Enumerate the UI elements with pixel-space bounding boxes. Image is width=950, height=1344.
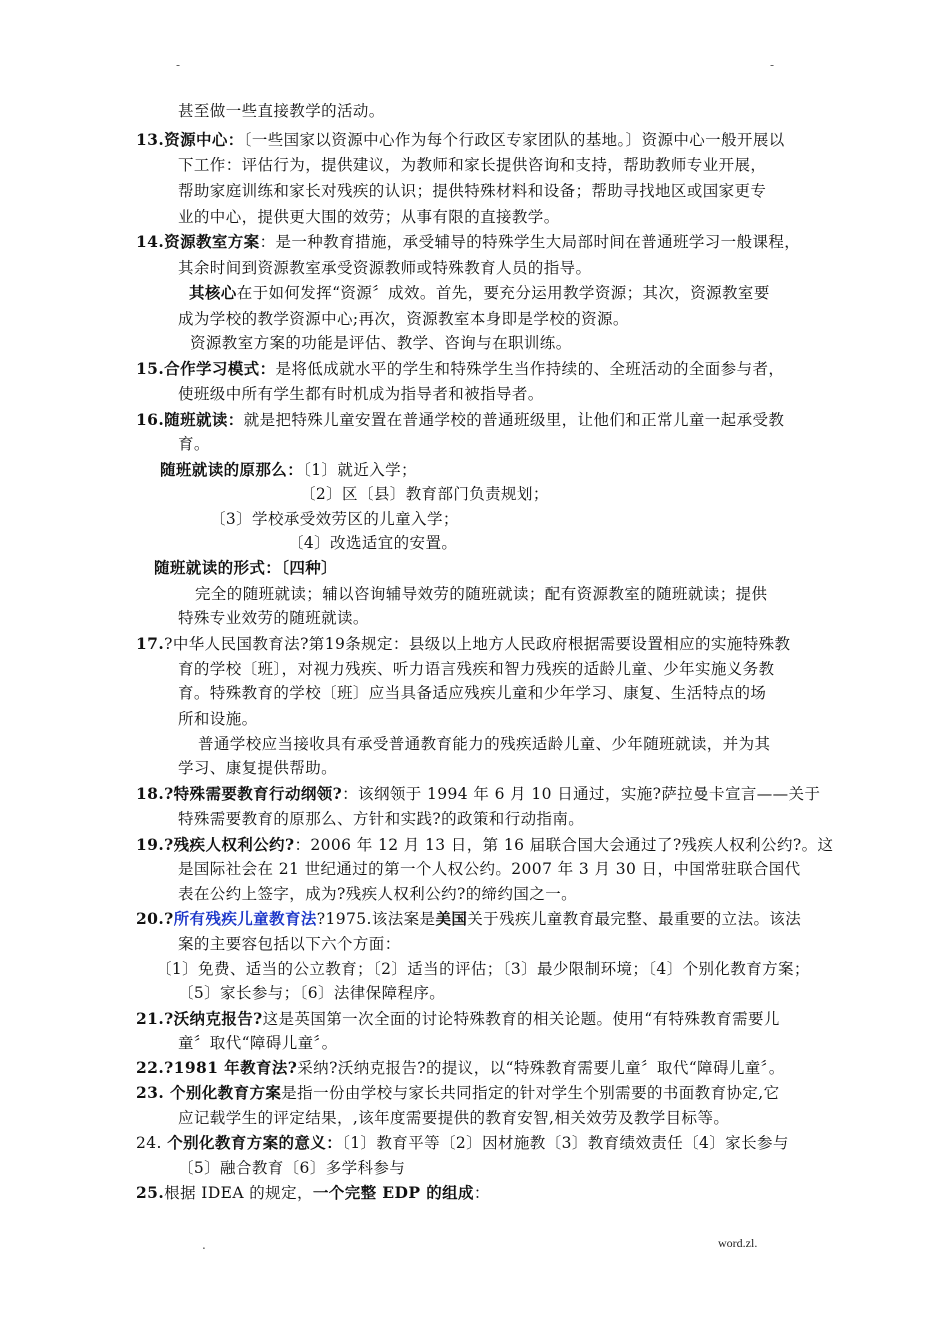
- text-line: [178, 859, 801, 879]
- text-segment: 成为学校的教学资源中心;再次，资源教室本身即是学校的资源。: [178, 310, 629, 328]
- text-line: [300, 484, 549, 504]
- text-segment: 是将低成就水平的学生和特殊学生当作持续的、全班活动的全面参与者，: [275, 360, 785, 378]
- text-line: [198, 734, 770, 754]
- text-segment: 这是英国第一次全面的讨论特殊教育的相关论题。使用“有特殊教育需要儿: [262, 1010, 780, 1028]
- text-segment: ?中华人民国教育法?第19条规定：县级以上地方人民政府根据需要设置相应的实施特殊教: [164, 635, 791, 653]
- text-segment: 22.?1981 年教育法?: [136, 1058, 298, 1077]
- text-line: [136, 1133, 789, 1153]
- text-line: [160, 460, 417, 480]
- text-segment: 学习、康复提供帮助。: [178, 759, 338, 777]
- text-segment: 关于残疾儿童教育最完整、最重要的立法。该法: [467, 910, 802, 928]
- text-line: [178, 709, 258, 729]
- text-line: [178, 181, 766, 201]
- text-line: [178, 1158, 405, 1178]
- text-segment: 16.随班就读：: [136, 410, 244, 429]
- text-segment: 就是把特殊儿童安置在普通学校的普通班级里，让他们和正常儿童一起承受教: [243, 411, 785, 429]
- text-segment: 〔3〕学校承受效劳区的儿童入学；: [210, 510, 459, 528]
- text-segment: 〔1〕免费、适当的公立教育；〔2〕适当的评估；〔3〕最少限制环境；〔4〕个别化教育方案；: [156, 960, 810, 978]
- text-segment: 表在公约上签字，成为?残疾人权利公约?的缔约国之一。: [178, 885, 578, 903]
- text-segment: 18.?特殊需要教育行动纲领?: [136, 784, 343, 803]
- text-segment: 17.: [136, 634, 165, 653]
- text-segment: 帮助家庭训练和家长对残疾的认识；提供特殊材料和设备；帮助寻找地区或国家更专: [178, 182, 767, 200]
- text-line: [178, 207, 560, 227]
- text-line: [136, 634, 790, 654]
- text-line: [189, 283, 770, 303]
- text-segment: 应记载学生的评定结果，,该年度需要提供的教育安智,相关效劳及教学目标等。: [178, 1109, 730, 1127]
- text-segment: 其核心: [189, 283, 237, 302]
- footer-text: word.zl.: [718, 1236, 758, 1250]
- text-line: [154, 558, 337, 578]
- text-line: [178, 384, 544, 404]
- text-line: [178, 1033, 338, 1053]
- text-segment: 美国: [435, 909, 468, 928]
- text-line: [178, 608, 369, 628]
- text-segment: 21.?沃纳克报告?: [136, 1009, 263, 1028]
- text-line: [190, 333, 572, 353]
- text-line: [178, 809, 584, 829]
- text-segment: 业的中心，提供更大围的效劳；从事有限的直接教学。: [178, 208, 560, 226]
- text-segment: 23. 个别化教育方案: [136, 1083, 282, 1102]
- text-segment: 根据 IDEA 的规定，: [164, 1184, 313, 1202]
- text-line: [136, 1058, 785, 1078]
- text-line: [156, 959, 810, 979]
- text-line: [210, 509, 459, 529]
- text-segment: 甚至做一些直接教学的活动。: [178, 102, 385, 120]
- text-segment: 随班就读的原那么：: [160, 460, 304, 479]
- text-segment: 〔2〕区〔县〕教育部门负责规划；: [300, 485, 549, 503]
- header-right-mark: -: [770, 58, 775, 72]
- text-line: [178, 258, 591, 278]
- text-segment: 普通学校应当接收具有承受普通教育能力的残疾适龄儿童、少年随班就读，并为其: [198, 735, 771, 753]
- text-segment: 15.合作学习模式：: [136, 359, 276, 378]
- text-segment: 〔1〕教育平等〔2〕因材施教〔3〕教育绩效责任〔4〕家长参与: [342, 1134, 789, 1152]
- text-line: [136, 130, 785, 150]
- text-line: [195, 584, 767, 604]
- text-line: [178, 934, 401, 954]
- text-line: [178, 983, 445, 1003]
- text-segment: 育的学校〔班〕，对视力残疾、听力语言残疾和智力残疾的适龄儿童、少年实施义务教: [178, 660, 775, 678]
- text-segment: 所和设施。: [178, 710, 258, 728]
- text-segment: 24.: [136, 1134, 168, 1152]
- text-line: [178, 1108, 729, 1128]
- text-segment: 随班就读的形式：〔四种〕: [154, 558, 338, 577]
- text-line: [136, 1183, 490, 1203]
- text-line: [178, 884, 577, 904]
- text-line: [136, 410, 784, 430]
- text-segment: 〔一些国家以资源中心作为每个行政区专家团队的基地。〕资源中心一般开展以: [243, 131, 785, 149]
- text-line: [136, 232, 800, 252]
- text-segment: 下工作：评估行为，提供建议，为教师和家长提供咨询和支持，帮助教师专业开展，: [178, 156, 767, 174]
- header-left-mark: -: [176, 58, 181, 72]
- text-line: [136, 1009, 780, 1029]
- text-segment: 13.资源中心：: [136, 130, 244, 149]
- text-segment: 育。: [178, 435, 210, 453]
- text-line: [178, 155, 766, 175]
- text-segment: 19.?残疾人权利公约?: [136, 835, 295, 854]
- text-segment: 是指一份由学校与家长共同指定的针对学生个别需要的书面教育协定,它: [281, 1084, 780, 1102]
- text-segment: 采纳?沃纳克报告?的提议，以“特殊教育需要儿童〞取代“障碍儿童〞。: [297, 1059, 785, 1077]
- text-segment: 个别化教育方案的意义：: [167, 1133, 343, 1152]
- text-segment: 20.?: [136, 909, 174, 928]
- text-line: [136, 784, 820, 804]
- text-segment: 〔1〕就近入学；: [303, 461, 417, 479]
- text-line: [136, 835, 833, 855]
- text-segment: 14.资源教室方案: [136, 232, 260, 251]
- text-line: [136, 909, 801, 929]
- footer-dot: .: [202, 1238, 206, 1252]
- text-segment: ：: [473, 1184, 490, 1202]
- text-segment: 特殊需要教育的原那么、方针和实践?的政策和行动指南。: [178, 810, 585, 828]
- text-segment: 〔4〕改选适宜的安置。: [288, 534, 458, 552]
- text-segment: 一个完整 EDP 的组成: [312, 1183, 474, 1202]
- text-line: [178, 434, 210, 454]
- text-segment: 育。特殊教育的学校〔班〕应当具备适应残疾儿童和少年学习、康复、生活特点的场: [178, 684, 767, 702]
- text-segment: 使班级中所有学生都有时机成为指导者和被指导者。: [178, 385, 544, 403]
- text-segment: 童〞取代“障碍儿童〞。: [178, 1034, 338, 1052]
- text-segment: ?1975.该法案是: [316, 910, 436, 928]
- text-line: [178, 659, 774, 679]
- text-segment: ：该纲领于 1994 年 6 月 10 日通过，实施?萨拉曼卡宣言——关于: [342, 785, 821, 803]
- text-segment: 其余时间到资源教室承受资源教师或特殊教育人员的指导。: [178, 259, 592, 277]
- text-line: [136, 359, 784, 379]
- text-line: [178, 683, 766, 703]
- text-segment: 在于如何发挥“资源〞成效。首先，要充分运用教学资源；其次，资源教室要: [236, 284, 770, 302]
- text-line: [178, 309, 629, 329]
- text-segment: 资源教室方案的功能是评估、教学、咨询与在职训练。: [190, 334, 572, 352]
- text-segment: 特殊专业效劳的随班就读。: [178, 609, 369, 627]
- text-line: [178, 101, 385, 121]
- text-segment: 〔5〕家长参与；〔6〕法律保障程序。: [178, 984, 446, 1002]
- text-segment: ：2006 年 12 月 13 日，第 16 届联合国大会通过了?残疾人权利公约?。这: [294, 836, 834, 854]
- text-segment: ：是一种教育措施，承受辅导的特殊学生大局部时间在普通班学习一般课程，: [259, 233, 801, 251]
- text-segment: 是国际社会在 21 世纪通过的第一个人权公约。2007 年 3 月 30 日，中国常驻联合国代: [178, 860, 801, 878]
- text-line: [288, 533, 457, 553]
- text-line: [136, 1083, 780, 1103]
- text-segment: 25.: [136, 1183, 165, 1202]
- text-segment: 所有残疾儿童教育法: [173, 909, 317, 928]
- text-segment: 〔5〕融合教育〔6〕多学科参与: [178, 1159, 406, 1177]
- text-segment: 案的主要容包括以下六个方面：: [178, 935, 401, 953]
- text-line: [178, 758, 337, 778]
- text-segment: 完全的随班就读；辅以咨询辅导效劳的随班就读；配有资源教室的随班就读；提供: [195, 585, 768, 603]
